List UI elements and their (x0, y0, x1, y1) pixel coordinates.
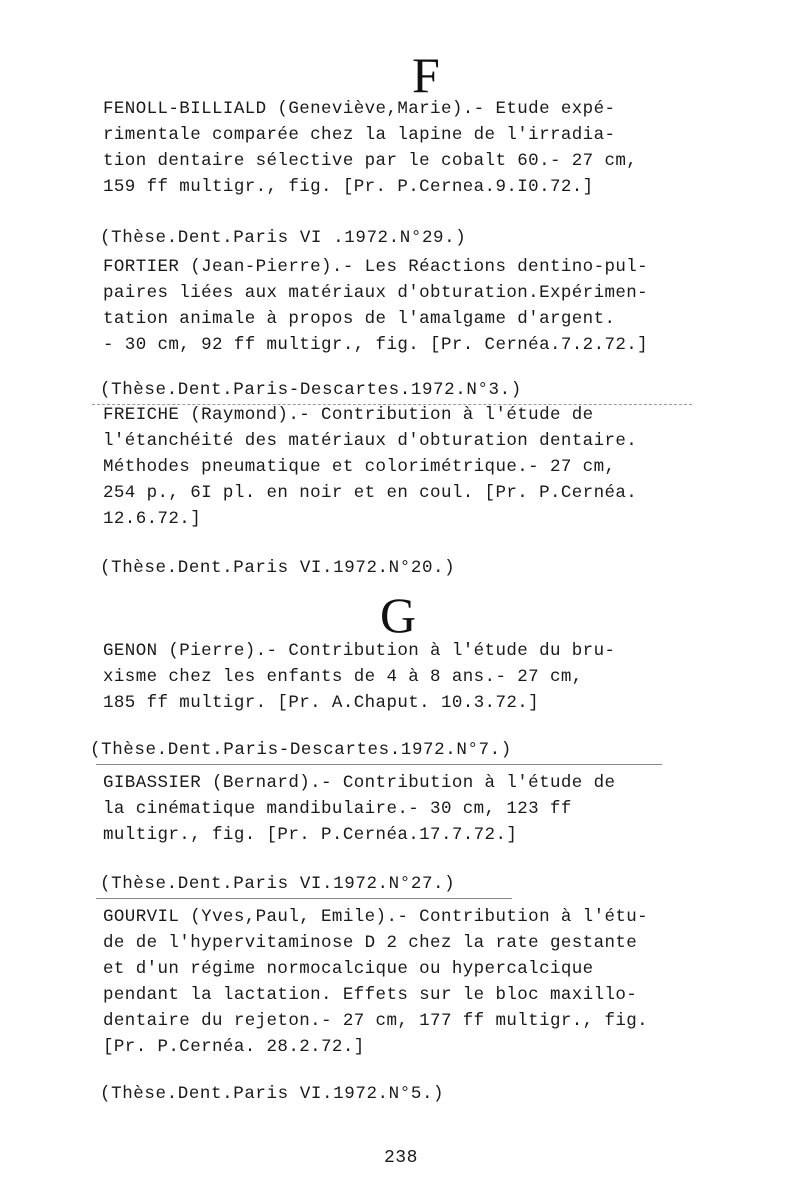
thesis-note: (Thèse.Dent.Paris-Descartes.1972.N°7.) (90, 740, 512, 760)
entry-line: FORTIER (Jean-Pierre).- Les Réactions dentino-pul- (103, 257, 649, 277)
entry-line: et d'un régime normocalcique ou hypercalcique (103, 959, 594, 979)
section-letter-f: F (412, 47, 440, 103)
entry-line: l'étanchéité des matériaux d'obturation dentaire. (103, 431, 638, 451)
separator-rule (96, 898, 512, 899)
entry-line: FREICHE (Raymond).- Contribution à l'étude de (103, 405, 594, 425)
entry-line: 185 ff multigr. [Pr. A.Chaput. 10.3.72.] (103, 693, 540, 713)
entry-line: la cinématique mandibulaire.- 30 cm, 123 ff (103, 799, 572, 819)
page-number: 238 (384, 1148, 418, 1168)
entry-line: rimentale comparée chez la lapine de l'irradia- (103, 125, 616, 145)
entry-line: Méthodes pneumatique et colorimétrique.- 27 cm, (103, 457, 616, 477)
bibliography-entry (103, 904, 743, 1060)
entry-line: paires liées aux matériaux d'obturation.Expérimen- (103, 283, 649, 303)
section-letter-g: G (380, 587, 417, 643)
entry-line: [Pr. P.Cernéa. 28.2.72.] (103, 1037, 365, 1057)
bibliography-entry (103, 638, 743, 716)
entry-line: 159 ff multigr., fig. [Pr. P.Cernea.9.I0.72.] (103, 177, 594, 197)
entry-line: FENOLL-BILLIALD (Geneviève,Marie).- Etude expé- (103, 99, 616, 119)
entry-line: tation animale à propos de l'amalgame d'argent. (103, 309, 616, 329)
entry-line: multigr., fig. [Pr. P.Cernéa.17.7.72.] (103, 825, 518, 845)
thesis-note: (Thèse.Dent.Paris VI.1972.N°5.) (100, 1084, 445, 1104)
bibliography-entry (103, 96, 743, 200)
thesis-note: (Thèse.Dent.Paris VI.1972.N°27.) (100, 874, 456, 894)
entry-line: de de l'hypervitaminose D 2 chez la rate gestante (103, 933, 638, 953)
separator-rule (96, 764, 662, 765)
entry-line: pendant la lactation. Effets sur le bloc maxillo- (103, 985, 638, 1005)
entry-line: dentaire du rejeton.- 27 cm, 177 ff multigr., fig. (103, 1011, 649, 1031)
entry-line: GENON (Pierre).- Contribution à l'étude du bru- (103, 641, 616, 661)
bibliography-entry (103, 770, 743, 848)
bibliography-entry (103, 402, 743, 532)
entry-line: 254 p., 6I pl. en noir et en coul. [Pr. P.Cernéa. (103, 483, 638, 503)
entry-line: GIBASSIER (Bernard).- Contribution à l'étude de (103, 773, 616, 793)
entry-line: xisme chez les enfants de 4 à 8 ans.- 27 cm, (103, 667, 583, 687)
entry-line: 12.6.72.] (103, 509, 202, 529)
thesis-note: (Thèse.Dent.Paris VI .1972.N°29.) (100, 228, 467, 248)
thesis-note: (Thèse.Dent.Paris VI.1972.N°20.) (100, 558, 456, 578)
bibliography-entry (103, 254, 743, 358)
entry-line: tion dentaire sélective par le cobalt 60.- 27 cm, (103, 151, 638, 171)
entry-line: GOURVIL (Yves,Paul, Emile).- Contribution à l'étu- (103, 907, 649, 927)
entry-line: - 30 cm, 92 ff multigr., fig. [Pr. Cernéa.7.2.72.] (103, 335, 649, 355)
thesis-note: (Thèse.Dent.Paris-Descartes.1972.N°3.) (100, 380, 522, 400)
